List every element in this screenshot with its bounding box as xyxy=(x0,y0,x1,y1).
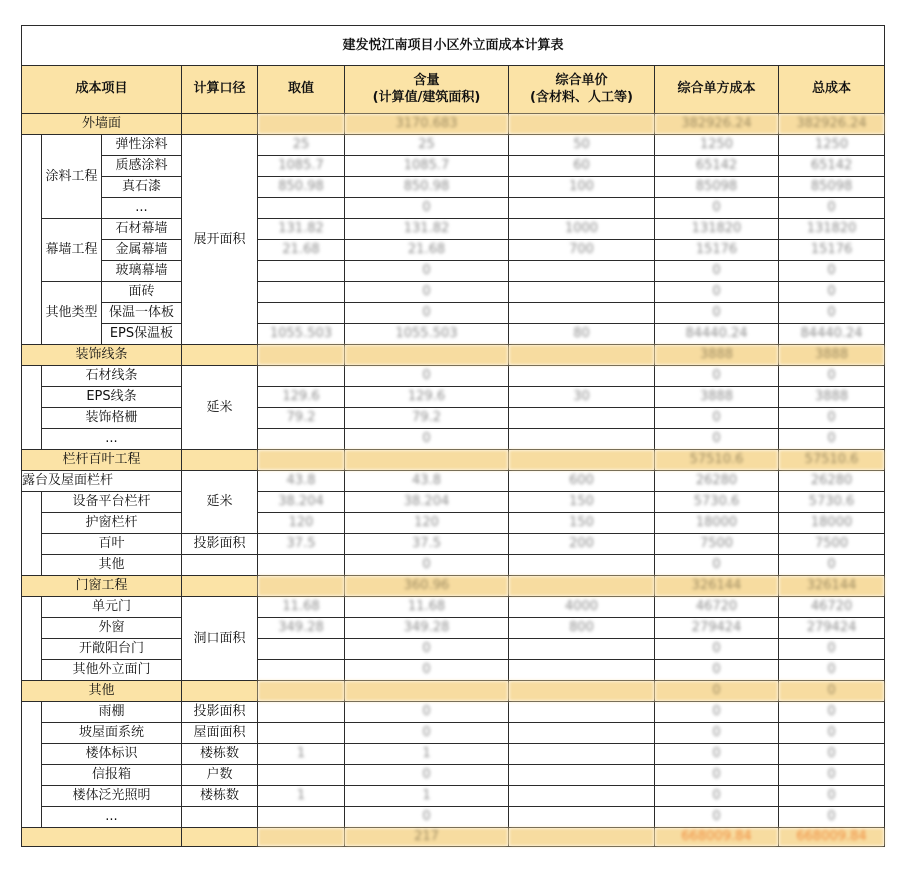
row-label: 楼体泛光照明 xyxy=(42,786,182,807)
cell-unit-cost: 0 xyxy=(655,429,779,450)
cell-value: 349.28 xyxy=(258,618,345,639)
row-label: EPS线条 xyxy=(42,387,182,408)
section-price-cell xyxy=(509,114,655,135)
cell-qty: 0 xyxy=(345,702,509,723)
footer-label-cell xyxy=(22,828,182,847)
cell-value: 1055.503 xyxy=(258,324,345,345)
table-row xyxy=(22,261,885,282)
cell-value: 129.6 xyxy=(258,387,345,408)
cell-value xyxy=(258,198,345,219)
cell-unit-cost: 65142 xyxy=(655,156,779,177)
row-label: 护窗栏杆 xyxy=(42,513,182,534)
table-row xyxy=(22,135,885,156)
row-label: 弹性涂料 xyxy=(102,135,182,156)
table-row xyxy=(22,177,885,198)
row-label: 玻璃幕墙 xyxy=(102,261,182,282)
cell-unit-cost: 0 xyxy=(655,786,779,807)
cell-qty: 131.82 xyxy=(345,219,509,240)
cell-unit-cost: 0 xyxy=(655,702,779,723)
group-label-paint: 涂料工程 xyxy=(42,135,102,219)
section-unit-cost: 57510.6 xyxy=(655,450,779,471)
basis-label: 展开面积 xyxy=(182,135,258,345)
cell-qty: 0 xyxy=(345,366,509,387)
cell-qty: 0 xyxy=(345,807,509,828)
table-row xyxy=(22,492,885,513)
cell-price: 800 xyxy=(509,618,655,639)
section-basis-cell xyxy=(182,114,258,135)
cell-total: 0 xyxy=(779,765,885,786)
table-row xyxy=(22,639,885,660)
cell-qty: 0 xyxy=(345,282,509,303)
section-qty-cell xyxy=(345,450,509,471)
cell-total: 0 xyxy=(779,744,885,765)
table-row xyxy=(22,702,885,723)
cell-price: 4000 xyxy=(509,597,655,618)
cell-unit-cost: 0 xyxy=(655,807,779,828)
table-row xyxy=(22,534,885,555)
cell-qty: 25 xyxy=(345,135,509,156)
cell-unit-cost: 0 xyxy=(655,261,779,282)
cell-value xyxy=(258,660,345,681)
cell-price: 100 xyxy=(509,177,655,198)
section-row-wall xyxy=(22,114,885,135)
cell-unit-cost: 0 xyxy=(655,282,779,303)
row-label: 保温一体板 xyxy=(102,303,182,324)
row-label: 质感涂料 xyxy=(102,156,182,177)
section-price-cell xyxy=(509,345,655,366)
cell-value: 1085.7 xyxy=(258,156,345,177)
section-label-wall: 外墙面 xyxy=(22,114,182,135)
table-row xyxy=(22,513,885,534)
cell-price: 700 xyxy=(509,240,655,261)
cell-unit-cost: 0 xyxy=(655,723,779,744)
group-label-curtain: 幕墙工程 xyxy=(42,219,102,282)
cell-price: 50 xyxy=(509,135,655,156)
header-price xyxy=(509,66,655,114)
cell-total: 46720 xyxy=(779,597,885,618)
cell-price xyxy=(509,807,655,828)
cell-qty: 21.68 xyxy=(345,240,509,261)
cell-total: 65142 xyxy=(779,156,885,177)
cell-price xyxy=(509,408,655,429)
cell-qty: 0 xyxy=(345,555,509,576)
section-unit-cost: 326144 xyxy=(655,576,779,597)
table-row xyxy=(22,303,885,324)
header-qty xyxy=(345,66,509,114)
section-row-deco xyxy=(22,345,885,366)
cell-price: 200 xyxy=(509,534,655,555)
row-label: 坡屋面系统 xyxy=(42,723,182,744)
table-row xyxy=(22,597,885,618)
cell-price xyxy=(509,723,655,744)
section-value-cell xyxy=(258,681,345,702)
row-label: 雨棚 xyxy=(42,702,182,723)
cell-unit-cost: 7500 xyxy=(655,534,779,555)
indent-cell xyxy=(22,702,42,828)
row-label: EPS保温板 xyxy=(102,324,182,345)
cell-price xyxy=(509,786,655,807)
indent-cell xyxy=(22,492,42,576)
footer-value-cell xyxy=(258,828,345,847)
table-row xyxy=(22,744,885,765)
cell-value xyxy=(258,807,345,828)
cell-qty: 1 xyxy=(345,786,509,807)
basis-label: 延米 xyxy=(182,471,258,534)
cell-total: 0 xyxy=(779,702,885,723)
table-row xyxy=(22,618,885,639)
cell-unit-cost: 0 xyxy=(655,639,779,660)
section-total: 326144 xyxy=(779,576,885,597)
cell-qty: 1 xyxy=(345,744,509,765)
cell-value xyxy=(258,261,345,282)
cell-unit-cost: 5730.6 xyxy=(655,492,779,513)
section-value-cell xyxy=(258,345,345,366)
cell-price xyxy=(509,639,655,660)
row-label: 楼体标识 xyxy=(42,744,182,765)
cell-total: 85098 xyxy=(779,177,885,198)
basis-label: 洞口面积 xyxy=(182,597,258,681)
row-label: 外窗 xyxy=(42,618,182,639)
section-basis-cell xyxy=(182,450,258,471)
table-row xyxy=(22,765,885,786)
section-basis-cell xyxy=(182,576,258,597)
row-label: 金属幕墙 xyxy=(102,240,182,261)
section-unit-cost: 3888 xyxy=(655,345,779,366)
cell-value xyxy=(258,366,345,387)
cell-price: 1000 xyxy=(509,219,655,240)
cell-qty: 0 xyxy=(345,303,509,324)
cell-qty: 1055.503 xyxy=(345,324,509,345)
cell-total: 0 xyxy=(779,366,885,387)
cell-total: 0 xyxy=(779,261,885,282)
cell-total: 3888 xyxy=(779,387,885,408)
header-total: 总成本 xyxy=(779,66,885,114)
cell-total: 0 xyxy=(779,303,885,324)
row-label: 其他外立面门 xyxy=(42,660,182,681)
cell-qty: 79.2 xyxy=(345,408,509,429)
section-qty: 3170.683 xyxy=(345,114,509,135)
cell-price: 60 xyxy=(509,156,655,177)
section-unit-cost: 382926.24 xyxy=(655,114,779,135)
cell-price xyxy=(509,282,655,303)
basis-label xyxy=(182,807,258,828)
header-price-line2: (含材料、人工等) xyxy=(530,89,633,105)
footer-unit-cost: 668009.84 xyxy=(655,828,779,847)
cell-value: 37.5 xyxy=(258,534,345,555)
cell-unit-cost: 0 xyxy=(655,198,779,219)
footer-row xyxy=(22,828,885,847)
cell-price: 30 xyxy=(509,387,655,408)
header-unit-cost: 综合单方成本 xyxy=(655,66,779,114)
cell-value: 850.98 xyxy=(258,177,345,198)
table-row xyxy=(22,282,885,303)
cell-total: 18000 xyxy=(779,513,885,534)
section-value-cell xyxy=(258,114,345,135)
cell-price: 150 xyxy=(509,513,655,534)
cell-unit-cost: 26280 xyxy=(655,471,779,492)
cell-unit-cost: 0 xyxy=(655,303,779,324)
cell-qty: 120 xyxy=(345,513,509,534)
cell-value xyxy=(258,282,345,303)
section-total: 382926.24 xyxy=(779,114,885,135)
table-row xyxy=(22,723,885,744)
row-label: 面砖 xyxy=(102,282,182,303)
section-total: 57510.6 xyxy=(779,450,885,471)
basis-label: 屋面面积 xyxy=(182,723,258,744)
table-row xyxy=(22,408,885,429)
cell-total: 0 xyxy=(779,639,885,660)
cell-price xyxy=(509,765,655,786)
cell-qty: 43.8 xyxy=(345,471,509,492)
row-label: 设备平台栏杆 xyxy=(42,492,182,513)
cell-unit-cost: 0 xyxy=(655,408,779,429)
cell-total: 7500 xyxy=(779,534,885,555)
section-price-cell xyxy=(509,681,655,702)
basis-label: 楼栋数 xyxy=(182,786,258,807)
cell-price xyxy=(509,366,655,387)
cell-price xyxy=(509,555,655,576)
table-row xyxy=(22,156,885,177)
table-row xyxy=(22,198,885,219)
table-row xyxy=(22,660,885,681)
basis-cell xyxy=(182,555,258,576)
table-row xyxy=(22,240,885,261)
indent-cell xyxy=(22,366,42,450)
row-label: 露台及屋面栏杆 xyxy=(22,471,182,492)
cell-value: 43.8 xyxy=(258,471,345,492)
basis-label: 楼栋数 xyxy=(182,744,258,765)
cell-value xyxy=(258,702,345,723)
section-price-cell xyxy=(509,576,655,597)
row-label: ... xyxy=(42,429,182,450)
cell-qty: 850.98 xyxy=(345,177,509,198)
cell-price: 600 xyxy=(509,471,655,492)
cell-unit-cost: 0 xyxy=(655,744,779,765)
cell-qty: 0 xyxy=(345,639,509,660)
cell-total: 84440.24 xyxy=(779,324,885,345)
section-total: 0 xyxy=(779,681,885,702)
cell-total: 131820 xyxy=(779,219,885,240)
cell-value: 11.68 xyxy=(258,597,345,618)
row-label: 石材幕墙 xyxy=(102,219,182,240)
table-row xyxy=(22,219,885,240)
basis-label: 延米 xyxy=(182,366,258,450)
cell-unit-cost: 15176 xyxy=(655,240,779,261)
cell-value: 79.2 xyxy=(258,408,345,429)
section-qty-cell xyxy=(345,681,509,702)
section-value-cell xyxy=(258,576,345,597)
section-unit-cost: 0 xyxy=(655,681,779,702)
cell-qty: 1085.7 xyxy=(345,156,509,177)
row-label: ... xyxy=(102,198,182,219)
row-label: 真石漆 xyxy=(102,177,182,198)
cell-qty: 0 xyxy=(345,198,509,219)
cell-unit-cost: 85098 xyxy=(655,177,779,198)
table-row xyxy=(22,555,885,576)
basis-label: 户数 xyxy=(182,765,258,786)
cell-unit-cost: 46720 xyxy=(655,597,779,618)
row-label: 开敞阳台门 xyxy=(42,639,182,660)
row-label: 单元门 xyxy=(42,597,182,618)
cell-price xyxy=(509,198,655,219)
cell-qty: 349.28 xyxy=(345,618,509,639)
table-row xyxy=(22,786,885,807)
cell-total: 0 xyxy=(779,723,885,744)
section-label-misc: 其他 xyxy=(22,681,182,702)
row-label: 信报箱 xyxy=(42,765,182,786)
cell-value: 1 xyxy=(258,786,345,807)
cell-total: 0 xyxy=(779,198,885,219)
cell-total: 0 xyxy=(779,408,885,429)
section-label-door: 门窗工程 xyxy=(22,576,182,597)
basis-label: 投影面积 xyxy=(182,702,258,723)
table-row xyxy=(22,387,885,408)
cell-value xyxy=(258,639,345,660)
cell-unit-cost: 131820 xyxy=(655,219,779,240)
header-price-line1: 综合单价 xyxy=(555,72,608,88)
section-price-cell xyxy=(509,450,655,471)
cell-value xyxy=(258,723,345,744)
cell-qty: 0 xyxy=(345,723,509,744)
cell-unit-cost: 0 xyxy=(655,555,779,576)
cell-unit-cost: 279424 xyxy=(655,618,779,639)
group-label-other: 其他类型 xyxy=(42,282,102,345)
section-row-misc xyxy=(22,681,885,702)
cell-unit-cost: 1250 xyxy=(655,135,779,156)
cell-total: 279424 xyxy=(779,618,885,639)
section-row-door xyxy=(22,576,885,597)
section-label-rail: 栏杆百叶工程 xyxy=(22,450,182,471)
footer-price-cell xyxy=(509,828,655,847)
cell-qty: 11.68 xyxy=(345,597,509,618)
cell-total: 26280 xyxy=(779,471,885,492)
cell-qty: 129.6 xyxy=(345,387,509,408)
footer-basis-cell xyxy=(182,828,258,847)
header-item: 成本项目 xyxy=(22,66,182,114)
cell-price xyxy=(509,303,655,324)
cell-price xyxy=(509,429,655,450)
section-qty-cell xyxy=(345,345,509,366)
footer-qty: 217 xyxy=(345,828,509,847)
cell-unit-cost: 84440.24 xyxy=(655,324,779,345)
cost-table xyxy=(21,25,885,847)
row-label: 其他 xyxy=(42,555,182,576)
cell-qty: 37.5 xyxy=(345,534,509,555)
cell-qty: 0 xyxy=(345,660,509,681)
section-value-cell xyxy=(258,450,345,471)
cell-value: 131.82 xyxy=(258,219,345,240)
cell-unit-cost: 0 xyxy=(655,366,779,387)
cell-total: 15176 xyxy=(779,240,885,261)
cell-value: 38.204 xyxy=(258,492,345,513)
cell-price xyxy=(509,660,655,681)
section-row-rail xyxy=(22,450,885,471)
cell-price xyxy=(509,261,655,282)
table-row xyxy=(22,471,885,492)
cell-total: 0 xyxy=(779,429,885,450)
cell-value xyxy=(258,555,345,576)
table-row xyxy=(22,366,885,387)
cell-value xyxy=(258,765,345,786)
cell-qty: 38.204 xyxy=(345,492,509,513)
footer-total: 668009.84 xyxy=(779,828,885,847)
cell-price: 80 xyxy=(509,324,655,345)
table-title: 建发悦江南项目小区外立面成本计算表 xyxy=(22,26,885,66)
indent-cell xyxy=(22,135,42,345)
cell-total: 0 xyxy=(779,660,885,681)
cell-total: 0 xyxy=(779,555,885,576)
cell-qty: 0 xyxy=(345,429,509,450)
section-basis-cell xyxy=(182,345,258,366)
basis-label: 投影面积 xyxy=(182,534,258,555)
table-row xyxy=(22,429,885,450)
section-label-deco: 装饰线条 xyxy=(22,345,182,366)
cell-total: 0 xyxy=(779,807,885,828)
cell-value xyxy=(258,303,345,324)
cell-unit-cost: 0 xyxy=(655,660,779,681)
header-basis: 计算口径 xyxy=(182,66,258,114)
cell-total: 1250 xyxy=(779,135,885,156)
table-row xyxy=(22,324,885,345)
section-qty: 360.96 xyxy=(345,576,509,597)
cell-unit-cost: 18000 xyxy=(655,513,779,534)
cell-value: 21.68 xyxy=(258,240,345,261)
cell-qty: 0 xyxy=(345,765,509,786)
cell-total: 0 xyxy=(779,282,885,303)
cell-value: 1 xyxy=(258,744,345,765)
cell-total: 5730.6 xyxy=(779,492,885,513)
cell-price: 150 xyxy=(509,492,655,513)
cell-price xyxy=(509,744,655,765)
cell-price xyxy=(509,702,655,723)
section-total: 3888 xyxy=(779,345,885,366)
cell-value xyxy=(258,429,345,450)
cell-value: 120 xyxy=(258,513,345,534)
cell-qty: 0 xyxy=(345,261,509,282)
cell-unit-cost: 3888 xyxy=(655,387,779,408)
header-qty-line1: 含量 xyxy=(413,72,440,88)
header-value: 取值 xyxy=(258,66,345,114)
row-label: 百叶 xyxy=(42,534,182,555)
cell-value: 25 xyxy=(258,135,345,156)
indent-cell xyxy=(22,597,42,681)
cell-unit-cost: 0 xyxy=(655,765,779,786)
table-row xyxy=(22,807,885,828)
row-label: 石材线条 xyxy=(42,366,182,387)
header-qty-line2: (计算值/建筑面积) xyxy=(372,89,481,105)
cell-total: 0 xyxy=(779,786,885,807)
row-label: 装饰格栅 xyxy=(42,408,182,429)
row-label: ... xyxy=(42,807,182,828)
section-basis-cell xyxy=(182,681,258,702)
